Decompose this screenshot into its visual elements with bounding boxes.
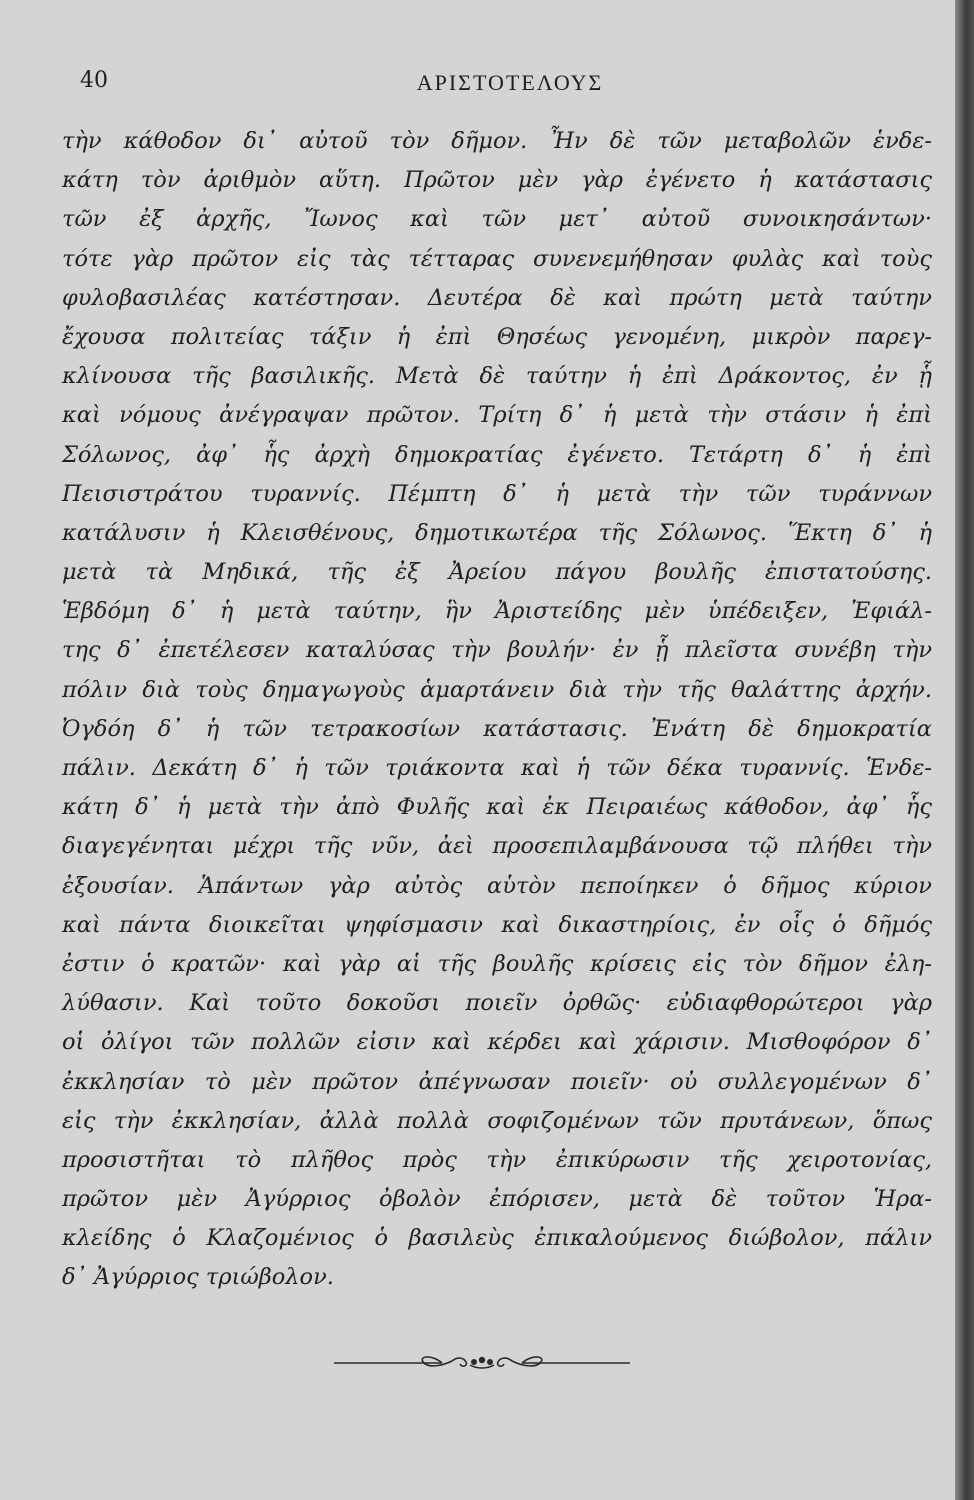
text-line: πρῶτον μὲν Ἀγύρριος ὀβολὸν ἐπόρισεν, μετὰ δὲ τοῦτον Ἡρα- bbox=[62, 1186, 932, 1213]
text-line: πάλιν. Δεκάτη δ᾽ ἡ τῶν τριάκοντα καὶ ἡ τῶν δέκα τυραννίς. Ἑνδε- bbox=[62, 755, 932, 781]
body-text bbox=[62, 122, 932, 1298]
text-line: λύθασιν. Καὶ τοῦτο δοκοῦσι ποιεῖν ὀρθῶς· εὐδιαφθορώτεροι γὰρ bbox=[62, 990, 932, 1017]
text-line: Ἑβδόμη δ᾽ ἡ μετὰ ταύτην, ἣν Ἀριστείδης μὲν ὑπέδειξεν, Ἐφιάλ- bbox=[62, 598, 932, 625]
text-line: προσιστῆται τὸ πλῆθος πρὸς τὴν ἐπικύρωσιν τῆς χειροτονίας, bbox=[62, 1146, 932, 1173]
text-line: τὴν κάθοδον δι᾽ αὐτοῦ τὸν δῆμον. Ἦν δὲ τῶν μεταβολῶν ἑνδε- bbox=[62, 128, 932, 154]
text-line: μετὰ τὰ Μηδικά, τῆς ἐξ Ἀρείου πάγου βουλῆς ἐπιστατούσης. bbox=[62, 559, 932, 586]
text-line: τῶν ἐξ ἀρχῆς, Ἴωνος καὶ τῶν μετ᾽ αὐτοῦ συνοικησάντων· bbox=[62, 206, 932, 233]
text-line: κάτη τὸν ἀριθμὸν αὕτη. Πρῶτον μὲν γὰρ ἐγένετο ἡ κατάστασις bbox=[62, 167, 932, 194]
text-line: εἰς τὴν ἐκκλησίαν, ἀλλὰ πολλὰ σοφιζομένων τῶν πρυτάνεων, ὅπως bbox=[62, 1107, 932, 1134]
text-line: καὶ νόμους ἀνέγραψαν πρῶτον. Τρίτη δ᾽ ἡ μετὰ τὴν στάσιν ἡ ἐπὶ bbox=[62, 402, 932, 429]
text-line: ἐξουσίαν. Ἁπάντων γὰρ αὐτὸς αὑτὸν πεποίηκεν ὁ δῆμος κύριον bbox=[62, 872, 932, 899]
text-line: Σόλωνος, ἀφ᾽ ἧς ἀρχὴ δημοκρατίας ἐγένετο. Τετάρτη δ᾽ ἡ ἐπὶ bbox=[62, 441, 932, 468]
text-line: καὶ πάντα διοικεῖται ψηφίσμασιν καὶ δικαστηρίοις, ἐν οἷς ὁ δῆμός bbox=[62, 911, 932, 938]
text-line: πόλιν διὰ τοὺς δημαγωγοὺς ἁμαρτάνειν διὰ τὴν τῆς θαλάττης ἀρχήν. bbox=[62, 676, 932, 703]
text-line: κλείδης ὁ Κλαζομένιος ὁ βασιλεὺς ἐπικαλούμενος διώβολον, πάλιν bbox=[62, 1225, 932, 1252]
running-head: ΑΡΙΣΤΟΤΕΛΟΥΣ bbox=[416, 70, 604, 95]
text-line: κατάλυσιν ἡ Κλεισθένους, δημοτικωτέρα τῆς Σόλωνος. Ἕκτη δ᾽ ἡ bbox=[62, 519, 932, 546]
page-edge-shadow bbox=[955, 0, 974, 1500]
text-line: Ὀγδόη δ᾽ ἡ τῶν τετρακοσίων κατάστασις. Ἐνάτη δὲ δημοκρατία bbox=[62, 715, 932, 742]
text-line: Πεισιστράτου τυραννίς. Πέμπτη δ᾽ ἡ μετὰ τὴν τῶν τυράννων bbox=[62, 480, 932, 507]
text-line: κάτη δ᾽ ἡ μετὰ τὴν ἀπὸ Φυλῆς καὶ ἐκ Πειραιέως κάθοδον, ἀφ᾽ ἧς bbox=[62, 794, 932, 821]
page-number: 40 bbox=[80, 68, 108, 93]
text-line: ἔχουσα πολιτείας τάξιν ἡ ἐπὶ Θησέως γενομένη, μικρὸν παρεγ- bbox=[62, 323, 932, 350]
text-line: ἐστιν ὁ κρατῶν· καὶ γὰρ αἱ τῆς βουλῆς κρίσεις εἰς τὸν δῆμον ἐλη- bbox=[62, 950, 932, 977]
text-line: τότε γὰρ πρῶτον εἰς τὰς τέτταρας συνενεμήθησαν φυλὰς καὶ τοὺς bbox=[62, 245, 932, 272]
page-header bbox=[80, 68, 940, 104]
text-line: ἐκκλησίαν τὸ μὲν πρῶτον ἀπέγνωσαν ποιεῖν· οὐ συλλεγομένων δ᾽ bbox=[62, 1068, 932, 1095]
text-line: της δ᾽ ἐπετέλεσεν καταλύσας τὴν βουλήν· ἐν ᾗ πλεῖστα συνέβη τὴν bbox=[62, 637, 932, 664]
text-line: φυλοβασιλέας κατέστησαν. Δευτέρα δὲ καὶ πρώτη μετὰ ταύτην bbox=[62, 284, 932, 311]
text-line: διαγεγένηται μέχρι τῆς νῦν, ἀεὶ προσεπιλαμβάνουσα τῷ πλήθει τὴν bbox=[62, 833, 932, 860]
text-line: κλίνουσα τῆς βασιλικῆς. Μετὰ δὲ ταύτην ἡ ἐπὶ Δράκοντος, ἐν ᾗ bbox=[62, 363, 932, 390]
ornament-swirl-icon bbox=[332, 1350, 632, 1374]
text-line: οἱ ὀλίγοι τῶν πολλῶν εἰσιν καὶ κέρδει καὶ χάρισιν. Μισθοφόρον δ᾽ bbox=[62, 1029, 932, 1056]
text-line: δ᾽ Ἀγύρριος τριώβολον. bbox=[62, 1264, 334, 1291]
